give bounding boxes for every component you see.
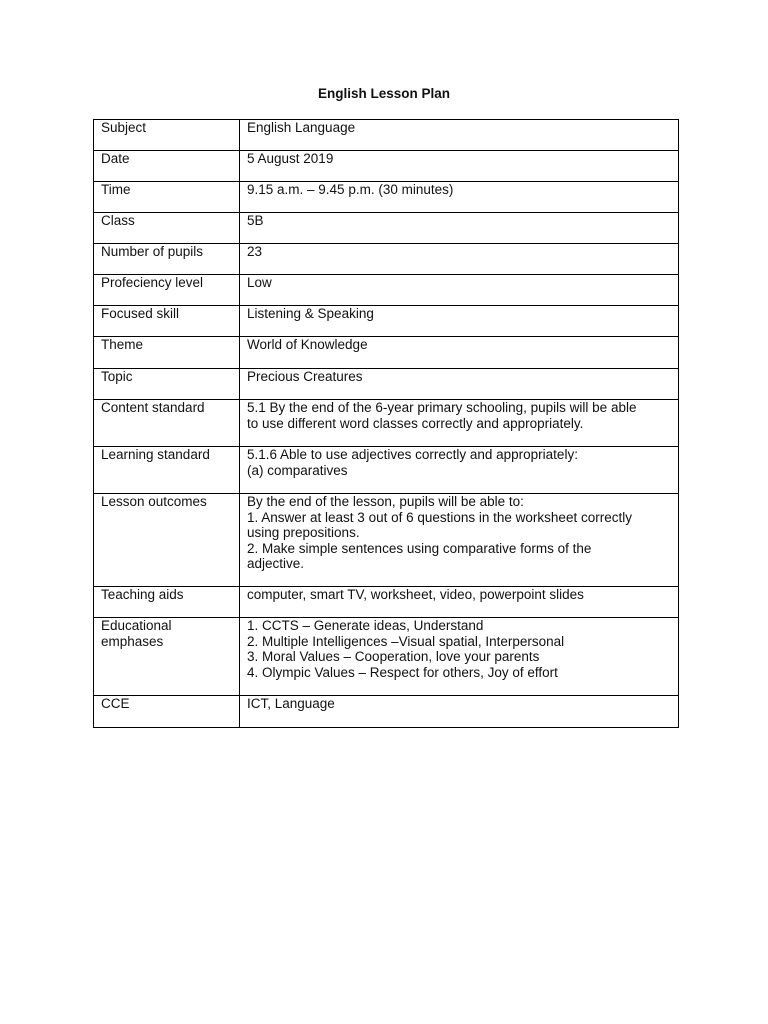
value-line: to use different word classes correctly and appropriately. — [247, 415, 584, 431]
row-value: Low — [240, 275, 679, 306]
row-value: 9.15 a.m. – 9.45 p.m. (30 minutes) — [240, 182, 679, 213]
value-line: 4. Olympic Values – Respect for others, Joy of effort — [247, 664, 558, 680]
table-row — [94, 696, 679, 728]
value-line: adjective. — [247, 556, 305, 571]
value-line: 3. Moral Values – Cooperation, love your parents — [247, 649, 540, 664]
row-label: CCE — [94, 696, 240, 728]
table-row — [94, 337, 679, 369]
row-label: Content standard — [94, 400, 240, 447]
row-value: computer, smart TV, worksheet, video, powerpoint slides — [240, 587, 679, 618]
table-row — [94, 494, 679, 587]
table-row — [94, 151, 679, 182]
value-line: using prepositions. — [247, 525, 360, 540]
label-line: Educational — [101, 618, 172, 633]
row-label: Topic — [94, 369, 240, 400]
table-row — [94, 275, 679, 306]
row-label: Profeciency level — [94, 275, 240, 306]
row-label: Subject — [94, 120, 240, 151]
row-value: Precious Creatures — [240, 369, 679, 400]
value-line: By the end of the lesson, pupils will be able to: — [247, 494, 524, 509]
value-line: 5.1.6 Able to use adjectives correctly and appropriately: — [247, 447, 578, 462]
row-value — [240, 618, 679, 696]
table-row — [94, 587, 679, 618]
table-row — [94, 618, 679, 696]
table-row — [94, 213, 679, 244]
table-row — [94, 306, 679, 337]
page-title: English Lesson Plan — [317, 86, 451, 101]
table-row — [94, 369, 679, 400]
table-row — [94, 182, 679, 213]
table-row — [94, 244, 679, 275]
table-row — [94, 447, 679, 494]
row-label: Number of pupils — [94, 244, 240, 275]
row-label: Date — [94, 151, 240, 182]
row-value: ICT, Language — [240, 696, 679, 728]
table-row — [94, 120, 679, 151]
row-value: 23 — [240, 244, 679, 275]
row-value: English Language — [240, 120, 679, 151]
value-line: 1. Answer at least 3 out of 6 questions in the worksheet correctly — [247, 509, 632, 525]
label-line: emphases — [101, 633, 164, 649]
value-line: 2. Make simple sentences using comparative forms of the — [247, 540, 592, 556]
row-label: Class — [94, 213, 240, 244]
row-label: Teaching aids — [94, 587, 240, 618]
row-label: Time — [94, 182, 240, 213]
value-line: (a) comparatives — [247, 462, 348, 478]
lesson-plan-table — [93, 119, 679, 728]
row-value: World of Knowledge — [240, 337, 679, 369]
row-value — [240, 447, 679, 494]
value-line: 1. CCTS – Generate ideas, Understand — [247, 618, 484, 633]
row-label: Lesson outcomes — [94, 494, 240, 587]
table-row — [94, 400, 679, 447]
row-label: Theme — [94, 337, 240, 369]
value-line: 5.1 By the end of the 6-year primary schooling, pupils will be able — [247, 400, 637, 415]
row-value: Listening & Speaking — [240, 306, 679, 337]
row-value — [240, 400, 679, 447]
row-label — [94, 618, 240, 696]
row-label: Focused skill — [94, 306, 240, 337]
row-label: Learning standard — [94, 447, 240, 494]
row-value — [240, 494, 679, 587]
row-value: 5 August 2019 — [240, 151, 679, 182]
value-line: 2. Multiple Intelligences –Visual spatial, Interpersonal — [247, 633, 565, 649]
row-value: 5B — [240, 213, 679, 244]
